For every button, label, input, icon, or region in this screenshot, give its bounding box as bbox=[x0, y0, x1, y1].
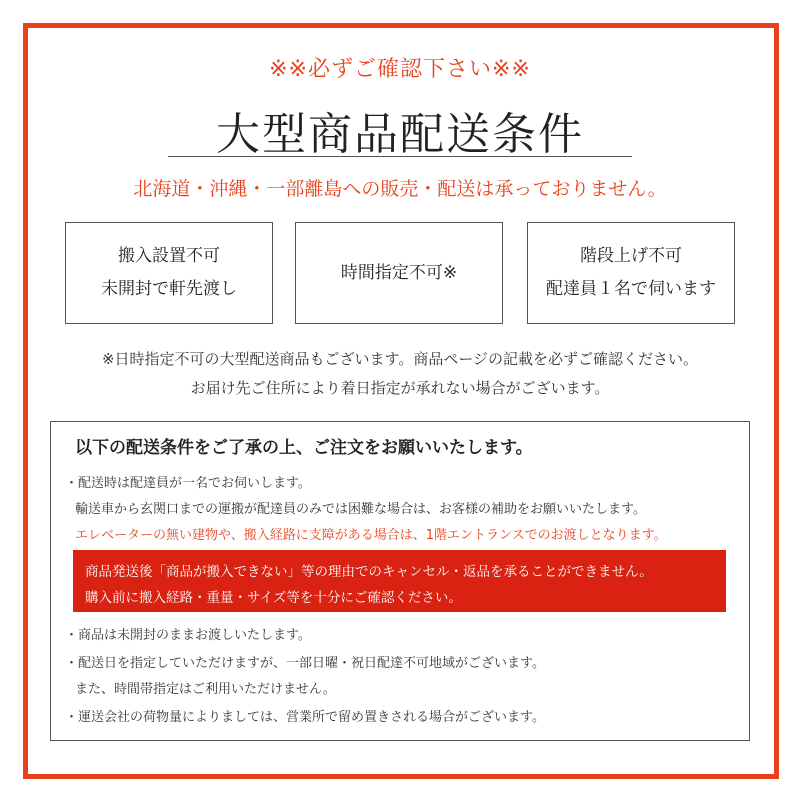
terms-item-entrance-handover: エレベーターの無い建物や、搬入経路に支障がある場合は、1階エントランスでのお渡しとなります。 bbox=[75, 528, 667, 543]
address-note: お届け先ご住所により着日指定が承れない場合がございます。 bbox=[190, 379, 610, 397]
cancellation-warning-line: 商品発送後「商品が搬入できない」等の理由でのキャンセル・返品を承ることができません。 bbox=[85, 564, 653, 580]
region-exclusion-notice: 北海道・沖縄・一部離島への販売・配送は承っておりません。 bbox=[133, 178, 667, 200]
condition-line: 時間指定不可※ bbox=[340, 262, 458, 283]
terms-item-assistance: 輸送車から玄関口までの運搬が配達員のみでは困難な場合は、お客様の補助をお願いいたします。 bbox=[75, 502, 646, 517]
condition-line: 搬入設置不可 bbox=[118, 246, 220, 266]
confirm-notice: ※※必ずご確認下さい※※ bbox=[269, 57, 531, 82]
page-title: 大型商品配送条件 bbox=[216, 109, 584, 160]
condition-line: 未開封で軒先渡し bbox=[101, 279, 237, 299]
condition-box-no-installation bbox=[65, 222, 273, 324]
date-note: ※日時指定不可の大型配送商品もございます。商品ページの記載を必ずご確認ください。 bbox=[101, 350, 699, 368]
terms-item-depot-hold: ・運送会社の荷物量によりましては、営業所で留め置きされる場合がございます。 bbox=[65, 710, 545, 725]
route-check-warning-line: 購入前に搬入経路・重量・サイズ等を十分にご確認ください。 bbox=[85, 590, 462, 606]
delivery-terms-box bbox=[50, 421, 750, 741]
terms-item-unopened: ・商品は未開封のままお渡しいたします。 bbox=[65, 628, 311, 643]
terms-item-single-driver: ・配送時は配達員が一名でお伺いします。 bbox=[65, 476, 311, 491]
cancellation-warning-band bbox=[73, 550, 726, 612]
terms-item-delivery-date: ・配送日を指定していただけますが、一部日曜・祝日配達不可地域がございます。 bbox=[65, 656, 545, 671]
condition-box-no-stairs bbox=[527, 222, 735, 324]
terms-heading: 以下の配送条件をご了承の上、ご注文をお願いいたします。 bbox=[75, 438, 533, 458]
condition-line: 配達員１名で伺います bbox=[546, 279, 716, 299]
title-divider bbox=[168, 156, 632, 157]
terms-item-no-time-slot: また、時間帯指定はご利用いただけません。 bbox=[75, 682, 336, 697]
condition-box-no-time-slot bbox=[295, 222, 503, 324]
condition-line: 階段上げ不可 bbox=[580, 246, 682, 266]
